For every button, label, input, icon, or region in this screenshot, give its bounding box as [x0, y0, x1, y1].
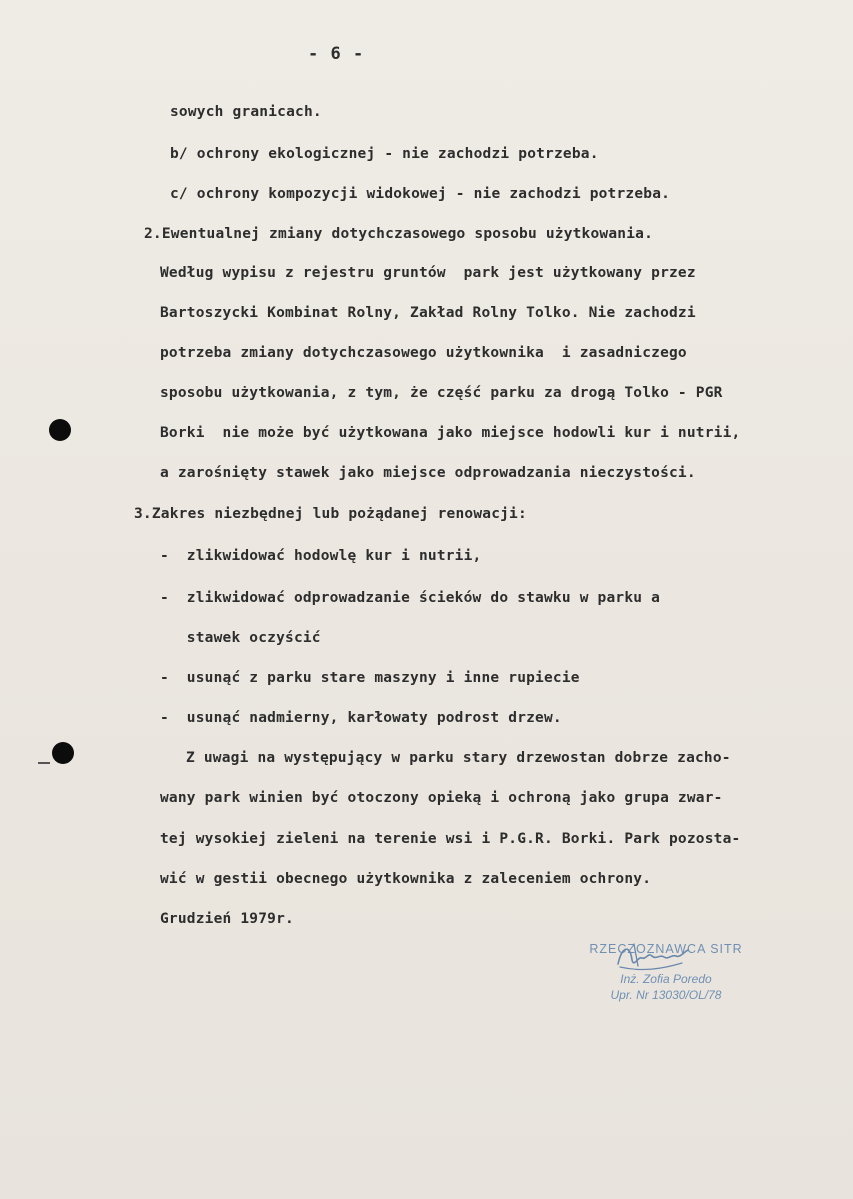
- stamp-name: Inż. Zofia Poredo: [620, 972, 712, 986]
- text-line: a zarośnięty stawek jako miejsce odprowadzania nieczystości.: [160, 465, 696, 481]
- page-number: - 6 -: [308, 44, 365, 64]
- text-line: wić w gestii obecnego użytkownika z zaleceniem ochrony.: [160, 871, 652, 887]
- text-line: potrzeba zmiany dotychczasowego użytkownika i zasadniczego: [160, 345, 687, 361]
- text-line: sowych granicach.: [170, 104, 322, 120]
- list-item: - zlikwidować odprowadzanie ścieków do stawku w parku a: [160, 590, 661, 606]
- text-line: Z uwagi na występujący w parku stary drzewostan dobrze zacho-: [186, 750, 731, 766]
- list-item: stawek oczyścić: [160, 630, 321, 646]
- text-line: tej wysokiej zieleni na terenie wsi i P.G.R. Borki. Park pozosta-: [160, 831, 741, 847]
- list-item: - usunąć z parku stare maszyny i inne rupiecie: [160, 670, 580, 686]
- punch-hole: [49, 419, 71, 441]
- text-line: c/ ochrony kompozycji widokowej - nie zachodzi potrzeba.: [170, 186, 671, 202]
- text-line: Bartoszycki Kombinat Rolny, Zakład Rolny Tolko. Nie zachodzi: [160, 305, 696, 321]
- list-item: - zlikwidować hodowlę kur i nutrii,: [160, 548, 482, 564]
- section-heading: 3.Zakres niezbędnej lub pożądanej renowacji:: [134, 506, 527, 522]
- text-line: Borki nie może być użytkowana jako miejsce hodowli kur i nutrii,: [160, 425, 741, 441]
- stamp-title: RZECZOZNAWCA SITR: [589, 942, 743, 956]
- list-item: - usunąć nadmierny, karłowaty podrost drzew.: [160, 710, 562, 726]
- text-line: wany park winien być otoczony opieką i ochroną jako grupa zwar-: [160, 790, 723, 806]
- text-line: sposobu użytkowania, z tym, że część parku za drogą Tolko - PGR: [160, 385, 723, 401]
- punch-hole: [52, 742, 74, 764]
- date-line: Grudzień 1979r.: [160, 911, 294, 927]
- margin-mark: [38, 762, 50, 764]
- text-line: Według wypisu z rejestru gruntów park jest użytkowany przez: [160, 265, 696, 281]
- stamp-license: Upr. Nr 13030/OL/78: [610, 988, 722, 1002]
- handwritten-signature: [612, 936, 692, 976]
- text-line: b/ ochrony ekologicznej - nie zachodzi potrzeba.: [170, 146, 599, 162]
- section-heading: 2.Ewentualnej zmiany dotychczasowego sposobu użytkowania.: [144, 226, 653, 242]
